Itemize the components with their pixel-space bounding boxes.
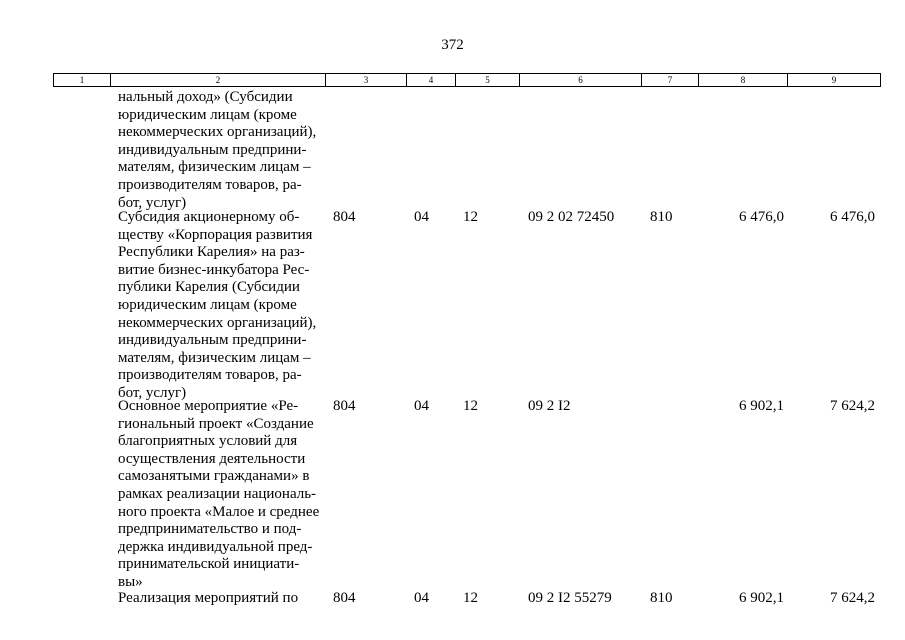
header-cell-6: 6 — [520, 74, 642, 87]
description-line: Основное мероприятие «Ре- — [118, 398, 299, 414]
header-cell-9: 9 — [788, 74, 881, 87]
cell-target-article: 09 2 02 72450 — [528, 209, 615, 225]
header-cell-7: 7 — [642, 74, 699, 87]
description-line: юридическим лицам (кроме — [118, 106, 297, 123]
description-line: Республики Карелия» на раз- — [118, 244, 305, 261]
row-description — [118, 590, 328, 608]
description-line: индивидуальным предприни- — [118, 332, 307, 349]
description-line: рамках реализации националь- — [118, 485, 317, 502]
cell-ministry-code: 804 — [333, 209, 356, 225]
cell-subsection: 12 — [463, 209, 478, 225]
description-line: производителям товаров, ра- — [118, 367, 302, 384]
cell-section: 04 — [414, 590, 429, 606]
description-line: нальный доход» (Субсидии — [118, 89, 293, 105]
description-line: производителям товаров, ра- — [118, 176, 302, 193]
description-line: публики Карелия (Субсидии — [118, 279, 300, 296]
column-number-header — [53, 73, 881, 87]
header-cell-8: 8 — [699, 74, 788, 87]
description-line: благоприятных условий для — [118, 433, 298, 450]
cell-amount-year-2: 7 624,2 — [830, 590, 875, 606]
description-line: ного проекта «Малое и среднее — [118, 503, 320, 520]
row-description — [118, 209, 328, 403]
cell-expense-type: 810 — [650, 209, 673, 225]
row-description — [118, 398, 328, 592]
cell-amount-year-2: 6 476,0 — [830, 209, 875, 225]
page-number: 372 — [441, 37, 464, 53]
description-line: ществу «Корпорация развития — [118, 226, 313, 243]
cell-ministry-code: 804 — [333, 590, 356, 606]
description-line: вы» — [118, 573, 143, 590]
cell-section: 04 — [414, 209, 429, 225]
cell-amount-year-2: 7 624,2 — [830, 398, 875, 414]
cell-target-article: 09 2 I2 — [528, 398, 571, 414]
header-cell-1: 1 — [54, 74, 111, 87]
cell-subsection: 12 — [463, 398, 478, 414]
description-line: индивидуальным предприни- — [118, 141, 307, 158]
row-description — [118, 89, 328, 212]
description-line: принимательской инициати- — [118, 556, 300, 573]
description-line: самозанятыми гражданами» в — [118, 468, 310, 485]
description-line: бот, услуг) — [118, 384, 187, 401]
description-line: предпринимательство и под- — [118, 521, 302, 538]
cell-amount-year-1: 6 902,1 — [739, 398, 784, 414]
header-cell-4: 4 — [407, 74, 456, 87]
description-line: Субсидия акционерному об- — [118, 209, 300, 225]
description-line: некоммерческих организаций), — [118, 314, 317, 331]
cell-subsection: 12 — [463, 590, 478, 606]
description-line: юридическим лицам (кроме — [118, 296, 297, 313]
description-line: осуществления деятельности — [118, 450, 306, 467]
header-cell-2: 2 — [111, 74, 326, 87]
cell-ministry-code: 804 — [333, 398, 356, 414]
description-line: гиональный проект «Создание — [118, 415, 314, 432]
description-line: мателям, физическим лицам – — [118, 349, 311, 366]
header-cell-3: 3 — [326, 74, 407, 87]
description-line: Реализация мероприятий по — [118, 590, 299, 606]
description-line: мателям, физическим лицам – — [118, 159, 311, 176]
description-line: витие бизнес-инкубатора Рес- — [118, 261, 310, 278]
description-line: держка индивидуальной пред- — [118, 538, 313, 555]
description-line: бот, услуг) — [118, 194, 187, 211]
header-cell-5: 5 — [456, 74, 520, 87]
cell-amount-year-1: 6 476,0 — [739, 209, 784, 225]
header-row — [54, 74, 881, 87]
description-line: некоммерческих организаций), — [118, 124, 317, 141]
cell-section: 04 — [414, 398, 429, 414]
cell-amount-year-1: 6 902,1 — [739, 590, 784, 606]
cell-expense-type: 810 — [650, 590, 673, 606]
cell-target-article: 09 2 I2 55279 — [528, 590, 612, 606]
